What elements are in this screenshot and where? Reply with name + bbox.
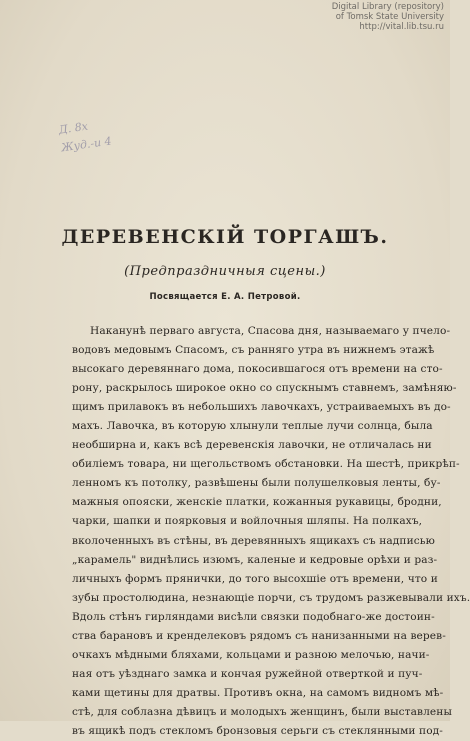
pencil-line-1: Д. 8х — [58, 119, 89, 137]
pencil-line-2: Жуд.-и 4 — [60, 134, 113, 155]
page-title: ДЕРЕВЕНСКІЙ ТОРГАШЪ. — [61, 226, 389, 248]
text-line: ная отъ уѣзднаго замка и кончая ружейной отверткой и пуч- — [72, 667, 423, 680]
text-line: „карамель" виднѣлись изюмъ, каленые и кедровые орѣхи и раз- — [72, 553, 438, 566]
text-line: зубы простолюдина, незнающіе порчи, съ трудомъ разжевывали ихъ. — [72, 591, 470, 604]
text-line: махъ. Лавочка, въ которую хлынули теплые лучи солнца, была — [72, 420, 433, 433]
text-line: чарки, шапки и поярковыя и войлочныя шляпы. На полкахъ, — [72, 515, 423, 528]
text-line: ленномъ къ потолку, развѣшены были полушелковыя ленты, бу- — [72, 477, 441, 490]
text-line: мажныя опояски, женскіе платки, кожанныя рукавицы, бродни, — [72, 496, 442, 509]
text-line: Вдоль стѣнъ гирляндами висѣли связки подобнаго-же достоин- — [72, 610, 435, 623]
text-line: личныхъ формъ прянички, до того высохшіе отъ времени, что и — [72, 572, 438, 585]
text-line: Наканунѣ перваго августа, Спасова дня, называемаго у пчело- — [90, 325, 451, 337]
text-line: ства барановъ и кренделековъ рядомъ съ нанизанными на верев- — [72, 629, 446, 642]
text-line: щимъ прилавокъ въ небольшихъ лавочкахъ, устраиваемыхъ въ до- — [72, 401, 451, 414]
text-line: вколоченныхъ въ стѣны, въ деревянныхъ ящикахъ съ надписью — [72, 534, 435, 547]
pencil-annotation — [58, 115, 113, 158]
text-line: водовъ медовымъ Спасомъ, съ ранняго утра въ нижнемъ этажѣ — [72, 344, 435, 357]
text-line: высокаго деревяннаго дома, покосившагося отъ времени на сто- — [72, 363, 443, 376]
watermark-line-1: Digital Library (repository) — [331, 2, 444, 12]
text-line: въ ящикѣ подъ стекломъ бронзовыя серьги съ стеклянными под- — [72, 724, 443, 737]
text-line: очкахъ мѣдными бляхами, кольцами и разною мелочью, начи- — [72, 648, 430, 661]
text-line: ками щетины для дратвы. Противъ окна, на самомъ видномъ мѣ- — [72, 686, 444, 699]
watermark-line-2: of Tomsk State University — [335, 12, 444, 22]
text-line: обиліемъ товара, ни щегольствомъ обстановки. На шестѣ, прикрѣп- — [72, 458, 460, 471]
watermark-line-3: http://vital.lib.tsu.ru — [359, 22, 444, 32]
page-subtitle: (Предпраздничныя сцены.) — [124, 264, 326, 279]
text-line: рону, раскрылось широкое окно со спускнымъ ставнемъ, замѣняю- — [72, 382, 457, 395]
dedication: Посвящается Е. А. Петровой. — [149, 292, 301, 302]
library-watermark — [332, 2, 444, 32]
text-line: стѣ, для соблазна дѣвицъ и молодыхъ женщинъ, были выставлены — [72, 705, 452, 718]
text-line: необширна и, какъ всѣ деревенскія лавочки, не отличалась ни — [72, 439, 432, 452]
body-text — [72, 322, 470, 741]
